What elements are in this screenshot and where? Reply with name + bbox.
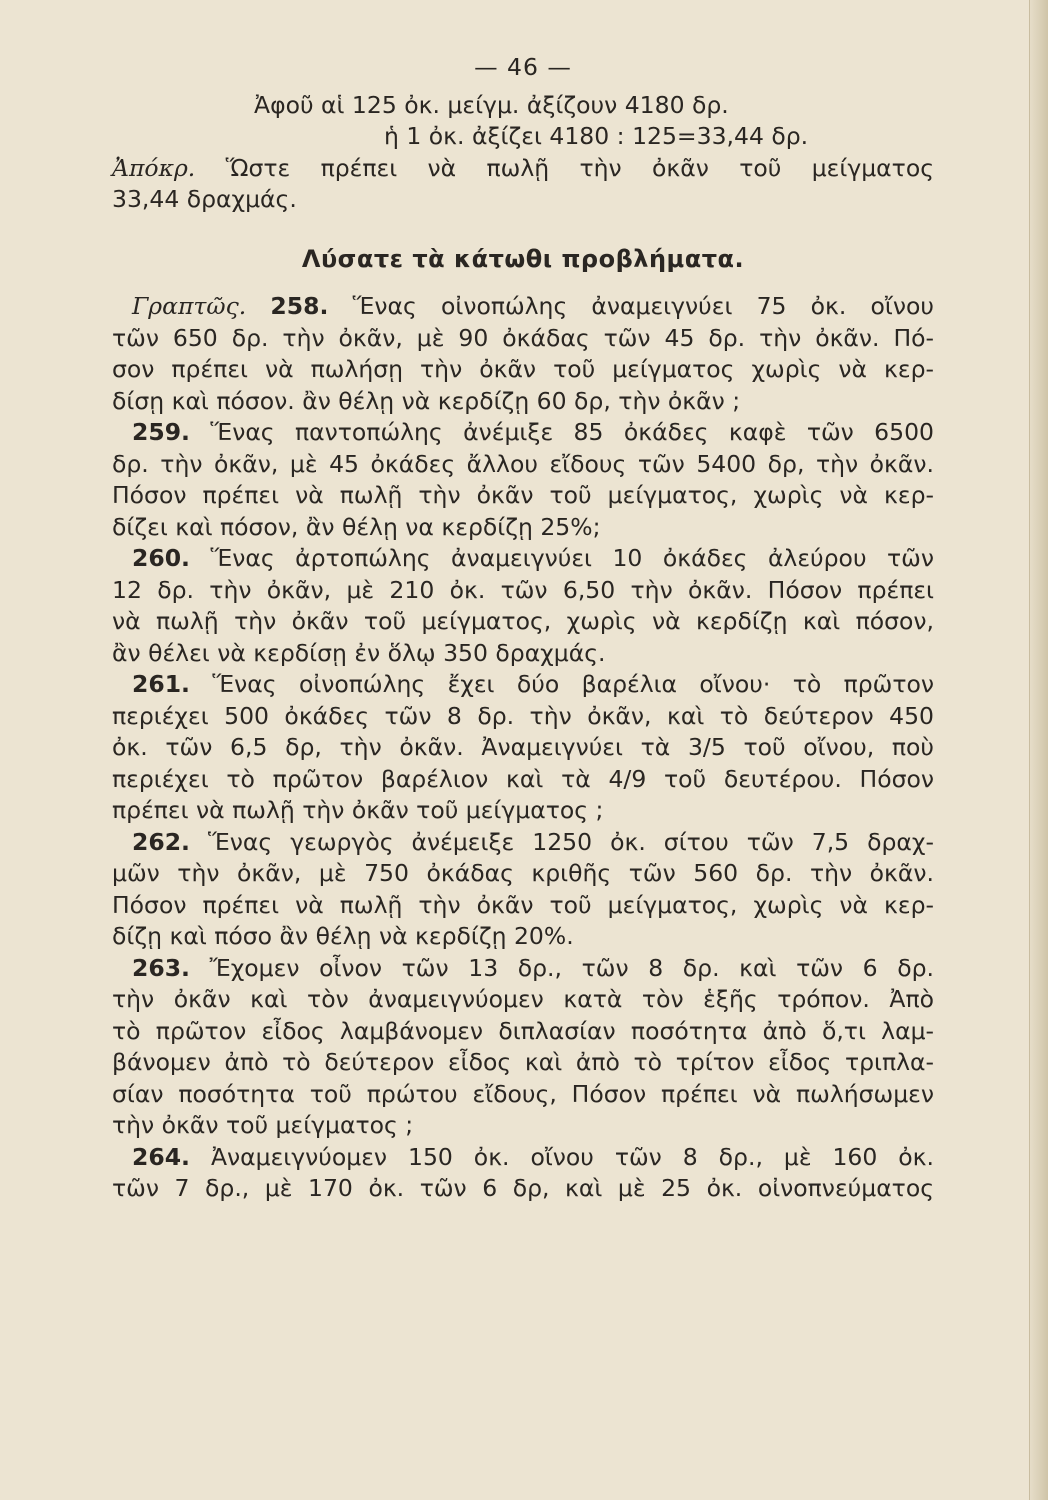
problem-260 [112,543,934,669]
problem-line [112,669,934,701]
problem-line: 12 δρ. τὴν ὀκᾶν, μὲ 210 ὀκ. τῶν 6,50 τὴν ὀκᾶν. Πόσον πρέπει [112,575,934,604]
problem-line: δίσῃ καὶ πόσον. ἂν θέλῃ νὰ κερδίζῃ 60 δρ, τὴν ὀκᾶν ; [112,386,741,415]
problem-line: τὴν ὀκᾶν καὶ τὸν ἀναμειγνύομεν κατὰ τὸν ἑξῆς τρόπον. Ἀπὸ [112,985,934,1013]
intro-solution [112,90,934,216]
problem-line: δίζει καὶ πόσον, ἂν θέλῃ να κερδίζῃ 25%; [112,512,601,541]
problem-258 [112,291,934,417]
problem-line [112,291,934,323]
problem-262 [112,827,934,953]
problem-text: Ἔχομεν οἶνον τῶν 13 δρ., τῶν 8 δρ. καὶ τῶν 6 δρ. [209,953,934,982]
problem-line: περιέχει 500 ὀκάδες τῶν 8 δρ. τὴν ὀκᾶν, καὶ τὸ δεύτερον 450 [112,701,934,730]
problem-number: 261. [132,670,190,698]
problem-line [112,417,934,449]
problem-text: Ἕνας οἰνοπώλης ἔχει δύο βαρέλια οἴνου· τὸ πρῶτον [212,670,934,698]
problem-line: σίαν ποσότητα τοῦ πρώτου εἴδους, Πόσον πρέπει νὰ πωλήσωμεν [112,1079,934,1108]
problem-line: περιέχει τὸ πρῶτον βαρέλιον καὶ τὰ 4/9 τοῦ δευτέρου. Πόσον [112,764,934,793]
problem-line: βάνομεν ἀπὸ τὸ δεύτερον εἶδος καὶ ἀπὸ τὸ τρίτον εἶδος τριπλα- [112,1048,934,1076]
problem-line: ὀκ. τῶν 6,5 δρ, τὴν ὀκᾶν. Ἀναμειγνύει τὰ 3/5 τοῦ οἴνου, ποὺ [112,733,934,761]
problem-line: δρ. τὴν ὀκᾶν, μὲ 45 ὀκάδες ἄλλου εἴδους τῶν 5400 δρ, τὴν ὀκᾶν. [112,449,934,478]
problem-number: 260. [132,544,190,572]
problem-line: δίζῃ καὶ πόσο ἂν θέλῃ νὰ κερδίζῃ 20%. [112,922,574,950]
problem-text: Ἀναμειγνύομεν 150 ὀκ. οἴνου τῶν 8 δρ., μὲ 160 ὀκ. [210,1142,934,1171]
intro-line-2: ἡ 1 ὀκ. ἀξίζει 4180 : 125=33,44 δρ. [384,122,809,150]
problem-line: τὴν ὀκᾶν τοῦ μείγματος ; [112,1111,414,1139]
page-edge [1029,0,1048,1500]
problem-259 [112,417,934,543]
problem-line: νὰ πωλῇ τὴν ὀκᾶν τοῦ μείγματος, χωρὶς νὰ κερδίζῃ καὶ πόσον, [112,607,934,635]
page-number: — 46 — [474,53,572,81]
answer-line-1-text: Ὥστε πρέπει νὰ πωλῇ τὴν ὀκᾶν τοῦ μείγματος [225,153,934,182]
problem-text: Ἕνας οἰνοπώλης ἀναμειγνύει 75 ὀκ. οἴνου [352,292,934,320]
problem-line: Πόσον πρέπει νὰ πωλῇ τὴν ὀκᾶν τοῦ μείγματος, χωρὶς νὰ κερ- [112,481,934,509]
problem-number: 262. [132,827,190,856]
problem-number: 263. [132,953,190,982]
problem-number: 258. [270,292,329,320]
problem-line [112,1142,934,1174]
answer-line-1 [112,153,934,185]
problem-line: τὸ πρῶτον εἶδος λαμβάνομεν διπλασίαν ποσότητα ἀπὸ ὅ,τι λαμ- [112,1016,934,1045]
problem-line: σον πρέπει νὰ πωλήσῃ τὴν ὀκᾶν τοῦ μείγματος χωρὶς νὰ κερ- [112,355,934,383]
answer-line-2: 33,44 δραχμάς. [112,185,297,213]
problem-text: Ἕνας ἀρτοπώλης ἀναμειγνύει 10 ὀκάδες ἀλεύρου τῶν [210,544,934,572]
problem-264 [112,1142,934,1205]
problem-line: τῶν 650 δρ. τὴν ὀκᾶν, μὲ 90 ὀκάδας τῶν 45 δρ. τὴν ὀκᾶν. Πό- [112,323,934,352]
answer-label: Ἀπόκρ. [112,153,196,182]
intro-line-1: Ἀφοῦ αἱ 125 ὀκ. μείγμ. ἀξίζουν 4180 δρ. [254,90,729,119]
page-content [112,52,934,1205]
problem-line: μῶν τὴν ὀκᾶν, μὲ 750 ὀκάδας κριθῆς τῶν 560 δρ. τὴν ὀκᾶν. [112,859,934,887]
problem-prefix: Γραπτῶς. [132,292,247,320]
problem-line: πρέπει νὰ πωλῇ τὴν ὀκᾶν τοῦ μείγματος ; [112,796,604,824]
problem-text: Ἕνας γεωργὸς ἀνέμειξε 1250 ὀκ. σίτου τῶν 7,5 δραχ- [208,827,934,856]
problem-text: Ἕνας παντοπώλης ἀνέμιξε 85 ὀκάδες καφὲ τῶν 6500 [210,418,934,446]
problem-line: Πόσον πρέπει νὰ πωλῇ τὴν ὀκᾶν τοῦ μείγματος, χωρὶς νὰ κερ- [112,890,934,919]
problem-261 [112,669,934,827]
problem-number: 264. [132,1142,190,1171]
problem-line: τῶν 7 δρ., μὲ 170 ὀκ. τῶν 6 δρ, καὶ μὲ 25 ὀκ. οἰνοπνεύματος [112,1174,934,1202]
problem-line [112,953,934,985]
problem-line [112,827,934,859]
problem-263 [112,953,934,1142]
problem-number: 259. [132,418,190,446]
problem-line: ἂν θέλει νὰ κερδίσῃ ἐν ὅλῳ 350 δραχμάς. [112,638,606,667]
problem-line [112,543,934,575]
section-title: Λύσατε τὰ κάτωθι προβλήματα. [301,244,745,273]
